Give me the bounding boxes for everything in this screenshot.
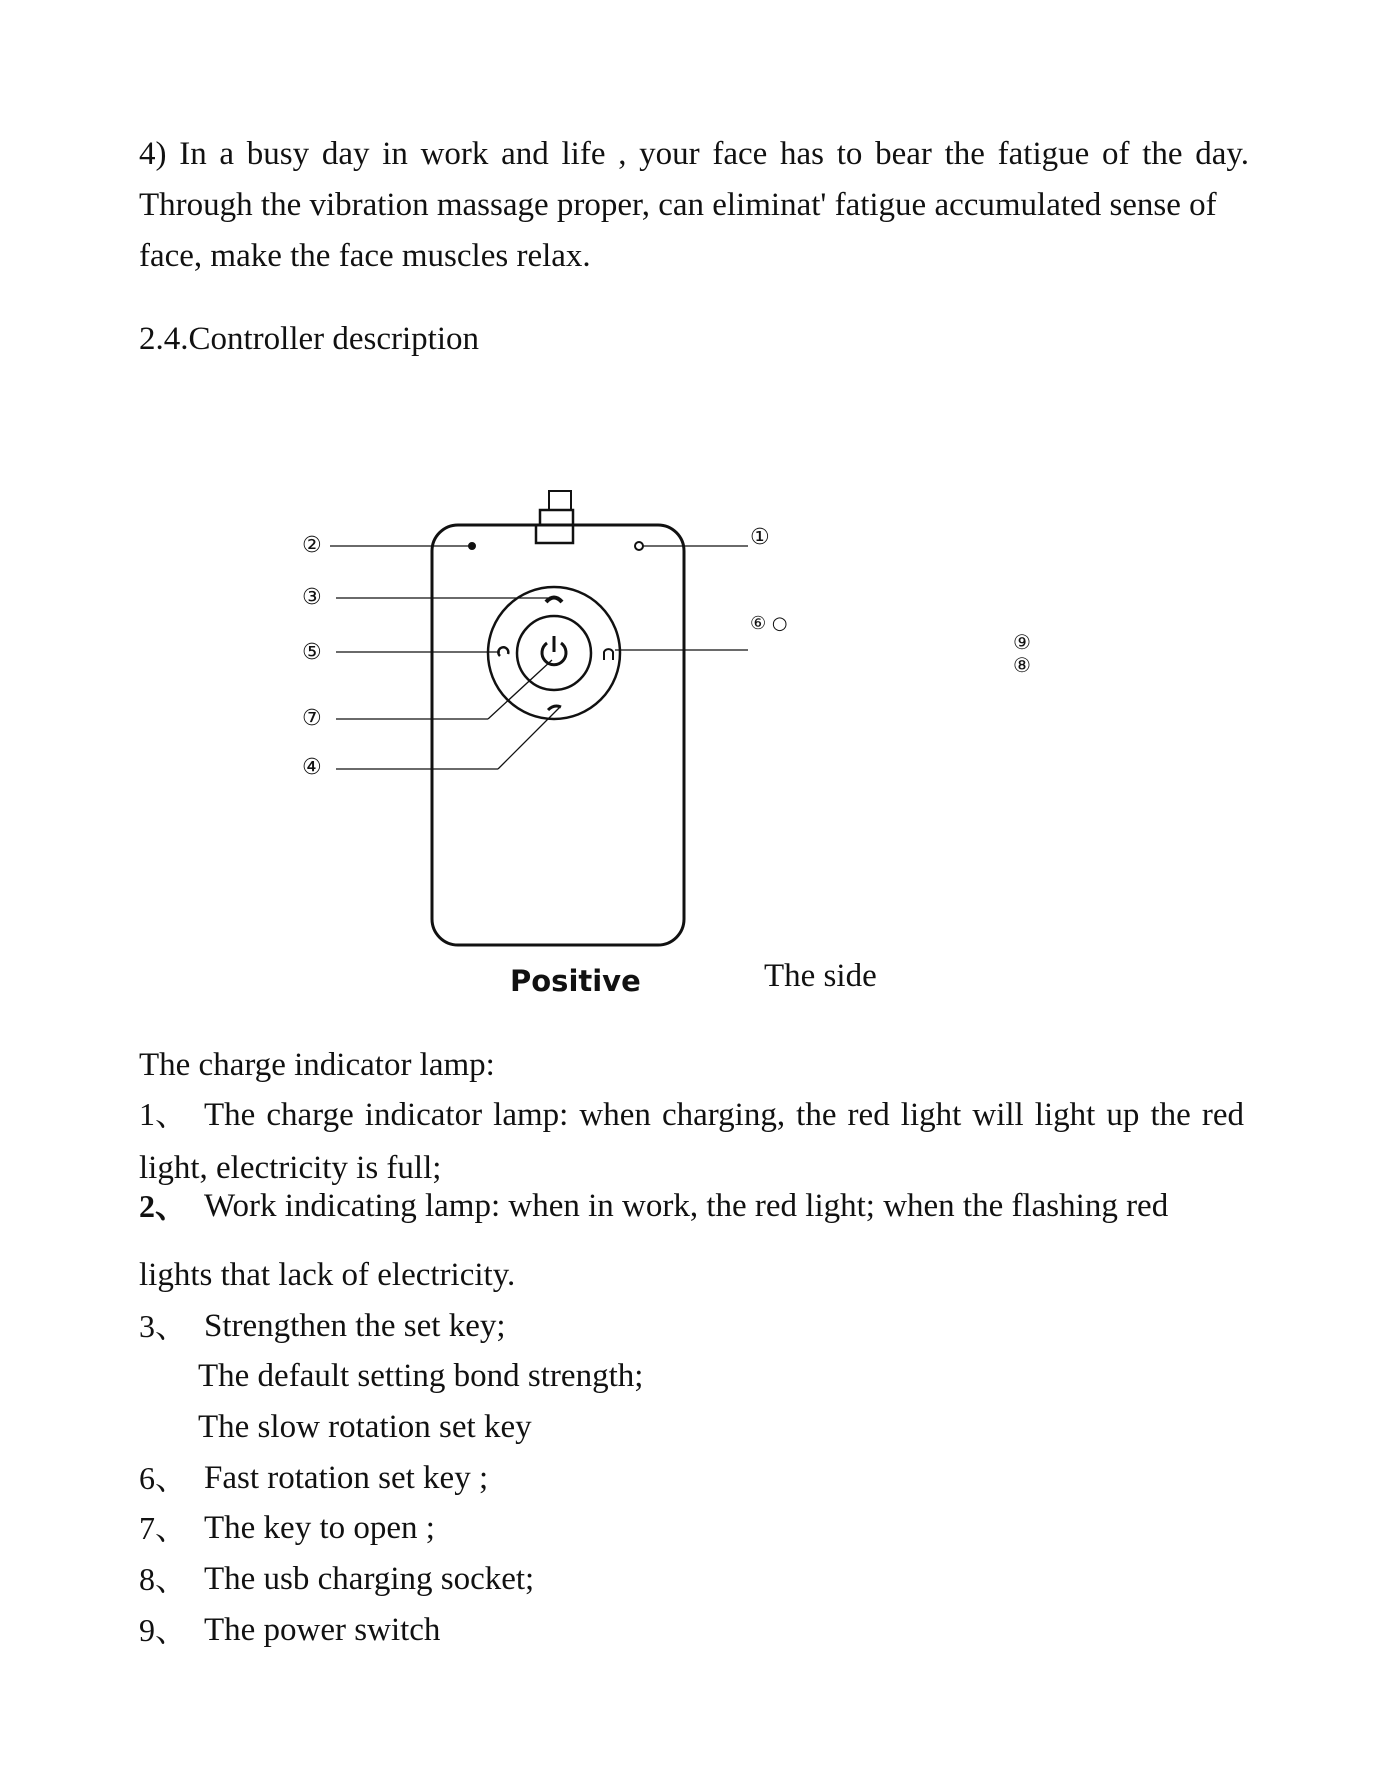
usb-plug-icon [536,525,573,543]
intro-line-2: Through the vibration massage proper, can eliminat' fatigue accumulated sense of [139,187,1217,223]
list-item-3-sub-1: The default setting bond strength; [198,1358,644,1394]
caption-side: The side [764,958,877,994]
intro-line-1: 4) In a busy day in work and life , your face has to bear the fatigue of the day. [139,136,1249,172]
callout-8: ⑧ [1013,653,1031,677]
list-item-1-continuation: light, electricity is full; [139,1150,442,1186]
power-button [517,616,591,690]
list-item-9-text: The power switch [204,1612,441,1648]
list-item-1-number: 1、 [139,1096,188,1132]
list-item-6-number: 6、 [139,1460,188,1496]
list-item-6-text: Fast rotation set key ; [204,1460,489,1496]
caption-positive: Positive [510,964,641,998]
list-item-1-text: The charge indicator lamp: when charging, the red light will light up the red [204,1097,1244,1133]
list-item-8-text: The usb charging socket; [204,1561,535,1597]
callout-1: ① [750,525,770,550]
callout-2: ② [302,533,322,558]
callout-9: ⑨ [1013,630,1031,654]
callout-7: ⑦ [302,706,322,731]
list-item-7-text: The key to open ; [204,1510,435,1546]
intro-line-3: face, make the face muscles relax. [139,238,591,274]
list-item-3-number: 3、 [139,1308,188,1344]
callout-6: ⑥ ○ [750,613,788,634]
usb-connector-icon [549,491,571,510]
strength-key-icon [546,598,562,603]
list-item-9-number: 9、 [139,1612,188,1648]
list-item-2-text: Work indicating lamp: when in work, the red light; when the flashing red [204,1188,1169,1224]
callout-5: ⑤ [302,640,322,665]
callout-3: ③ [302,585,322,610]
fast-rotation-icon [604,649,613,660]
list-item-8-number: 8、 [139,1561,188,1597]
callout-4: ④ [302,755,322,780]
list-item-3-sub-2: The slow rotation set key [198,1409,532,1445]
charge-indicator-lamp [635,542,643,550]
list-item-2-number: 2、 [139,1188,188,1224]
charge-heading: The charge indicator lamp: [139,1047,495,1083]
list-item-3-text: Strengthen the set key; [204,1308,506,1344]
list-item-2-continuation: lights that lack of electricity. [139,1257,516,1293]
list-item-7-number: 7、 [139,1510,188,1546]
section-heading: 2.4.Controller description [139,321,480,357]
